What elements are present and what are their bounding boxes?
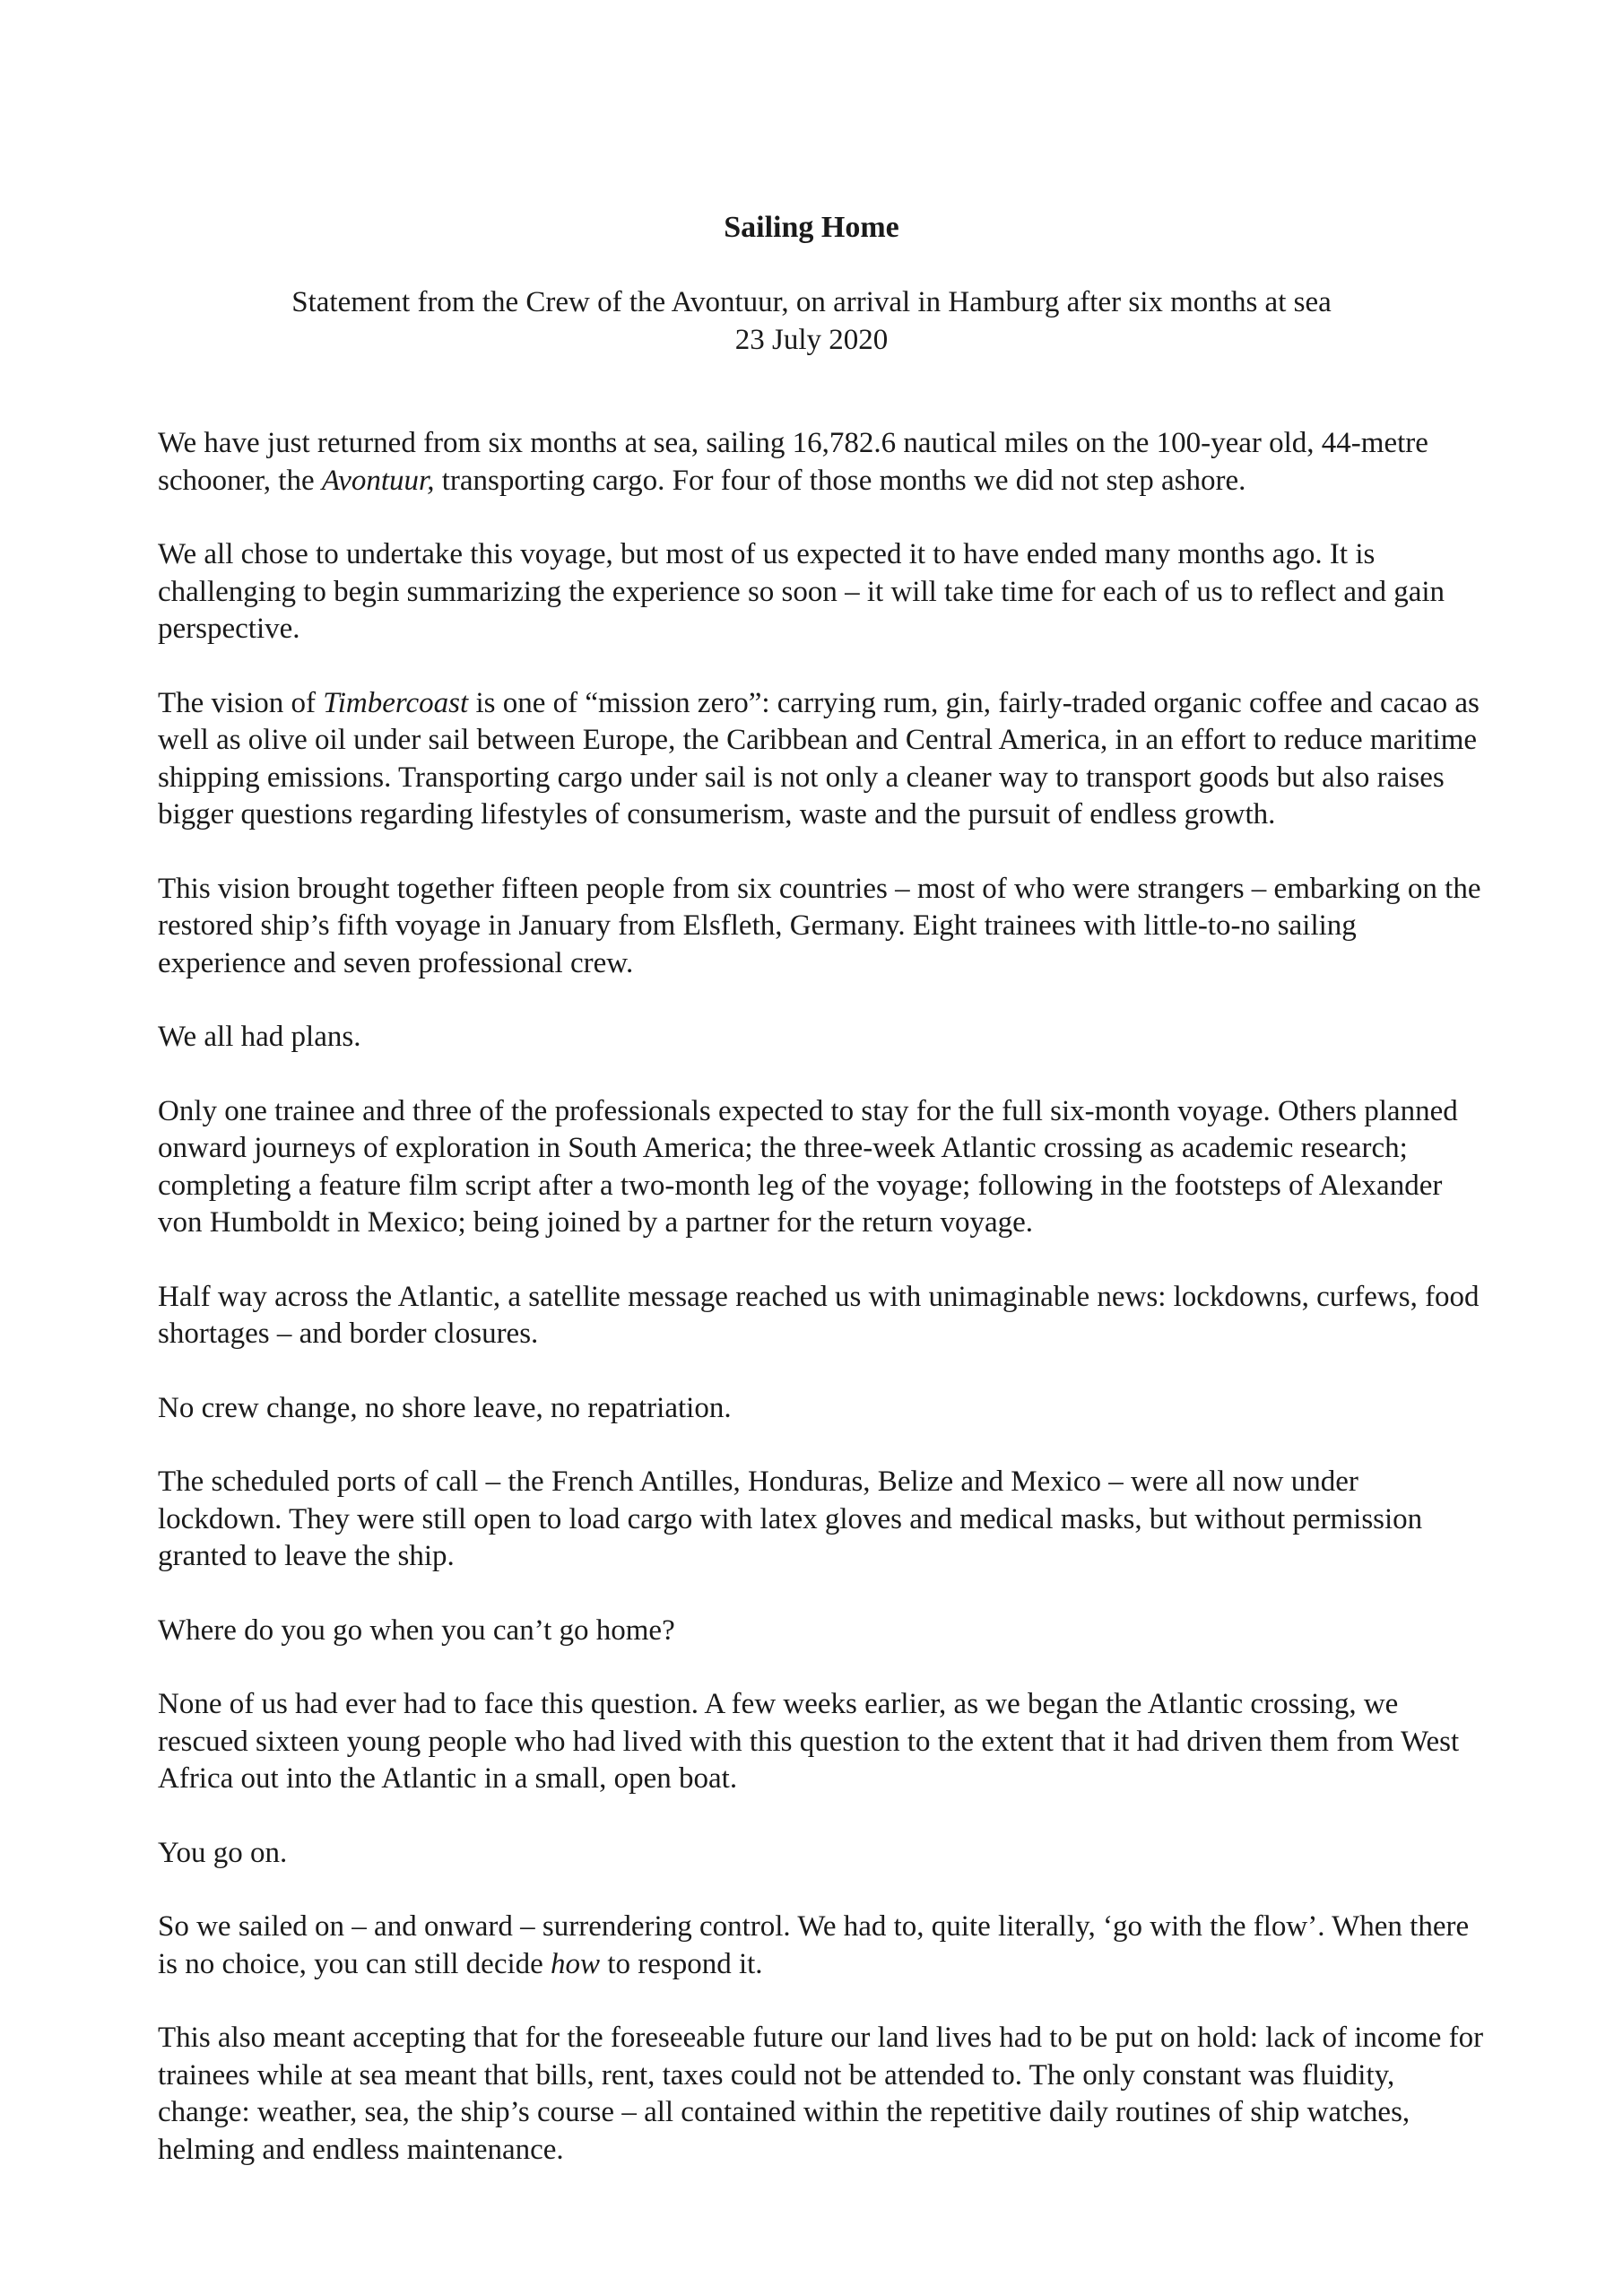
paragraph-8: No crew change, no shore leave, no repatriation. [158, 1391, 732, 1424]
paragraph-1-text-a: We have just returned from six months at sea, sailing 16,782.6 nautical miles on the 100-year old, 44-metre schooner, the [158, 427, 1428, 497]
subtitle-statement: Statement from the Crew of the Avontuur, on arrival in Hamburg after six months at sea [291, 286, 1332, 318]
paragraph-2: We all chose to undertake this voyage, but most of us expected it to have ended many months ago. It is challenging to begin summarizing the experience so soon – it will take time for each of us to reflect and gain perspective. [158, 538, 1445, 645]
paragraph-9: The scheduled ports of call – the French Antilles, Honduras, Belize and Mexico – were all now under lockdown. They were still open to load cargo with latex gloves and medical masks, but without permission granted to leave the ship. [158, 1465, 1423, 1572]
paragraph-4: This vision brought together fifteen people from six countries – most of who were strangers – embarking on the restored ship’s fifth voyage in January from Elsfleth, Germany. Eight trainees with little-to-no sailing experience and seven professional crew. [158, 872, 1481, 979]
company-name-italic: Timbercoast [323, 686, 469, 719]
paragraph-3-text-b: is one of “mission zero”: carrying rum, gin, fairly-traded organic coffee and cacao as well as olive oil under sail between Europe, the Caribbean and Central America, in an effort to reduce maritime shipping emissions. Transporting cargo under sail is not only a cleaner way to transport goods but also raises bigger questions regarding lifestyles of consumerism, waste and the pursuit of endless growth. [158, 686, 1480, 831]
paragraph-1 [158, 425, 1485, 500]
paragraph-1-text-b: transporting cargo. For four of those months we did not step ashore. [434, 464, 1246, 497]
paragraph-5: We all had plans. [158, 1021, 361, 1053]
paragraph-10: Where do you go when you can’t go home? [158, 1613, 675, 1647]
paragraph-7: Half way across the Atlantic, a satellite message reached us with unimaginable news: lockdowns, curfews, food shortages – and border closures. [158, 1280, 1480, 1350]
subtitle-date: 23 July 2020 [734, 324, 889, 356]
paragraph-13-text-b: to respond it. [600, 1947, 763, 1980]
ship-name-italic: Avontuur, [321, 464, 435, 497]
emphasis-how-italic: how [551, 1947, 601, 1980]
paragraph-3-text-a: The vision of [158, 686, 324, 719]
paragraph-12: You go on. [158, 1836, 288, 1869]
paragraph-3 [158, 685, 1485, 834]
paragraph-14: This also meant accepting that for the foreseeable future our land lives had to be put on hold: lack of income for trainees while at sea meant that bills, rent, taxes could not be attended to. The only constant was fluidity, change: weather, sea, the ship’s course – all contained within the repetitive daily routines of ship watches, helming and endless maintenance. [158, 2022, 1484, 2166]
paragraph-13-text-a: So we sailed on – and onward – surrendering control. We had to, quite literally, ‘go with the flow’. When there is no choice, you can still decide [158, 1910, 1470, 1980]
document-body [158, 425, 1485, 2205]
document-subtitle [0, 283, 1623, 359]
document-title: Sailing Home [724, 211, 899, 244]
paragraph-13 [158, 1909, 1485, 1983]
paragraph-6: Only one trainee and three of the professionals expected to stay for the full six-month voyage. Others planned onward journeys of exploration in South America; the three-week Atlantic crossing as academic research; completing a feature film script after a two-month leg of the voyage; following in the footsteps of Alexander von Humboldt in Mexico; being joined by a partner for the return voyage. [158, 1094, 1458, 1239]
paragraph-11: None of us had ever had to face this question. A few weeks earlier, as we began the Atlantic crossing, we rescued sixteen young people who had lived with this question to the extent that it had driven them from West Africa out into the Atlantic in a small, open boat. [158, 1688, 1460, 1795]
